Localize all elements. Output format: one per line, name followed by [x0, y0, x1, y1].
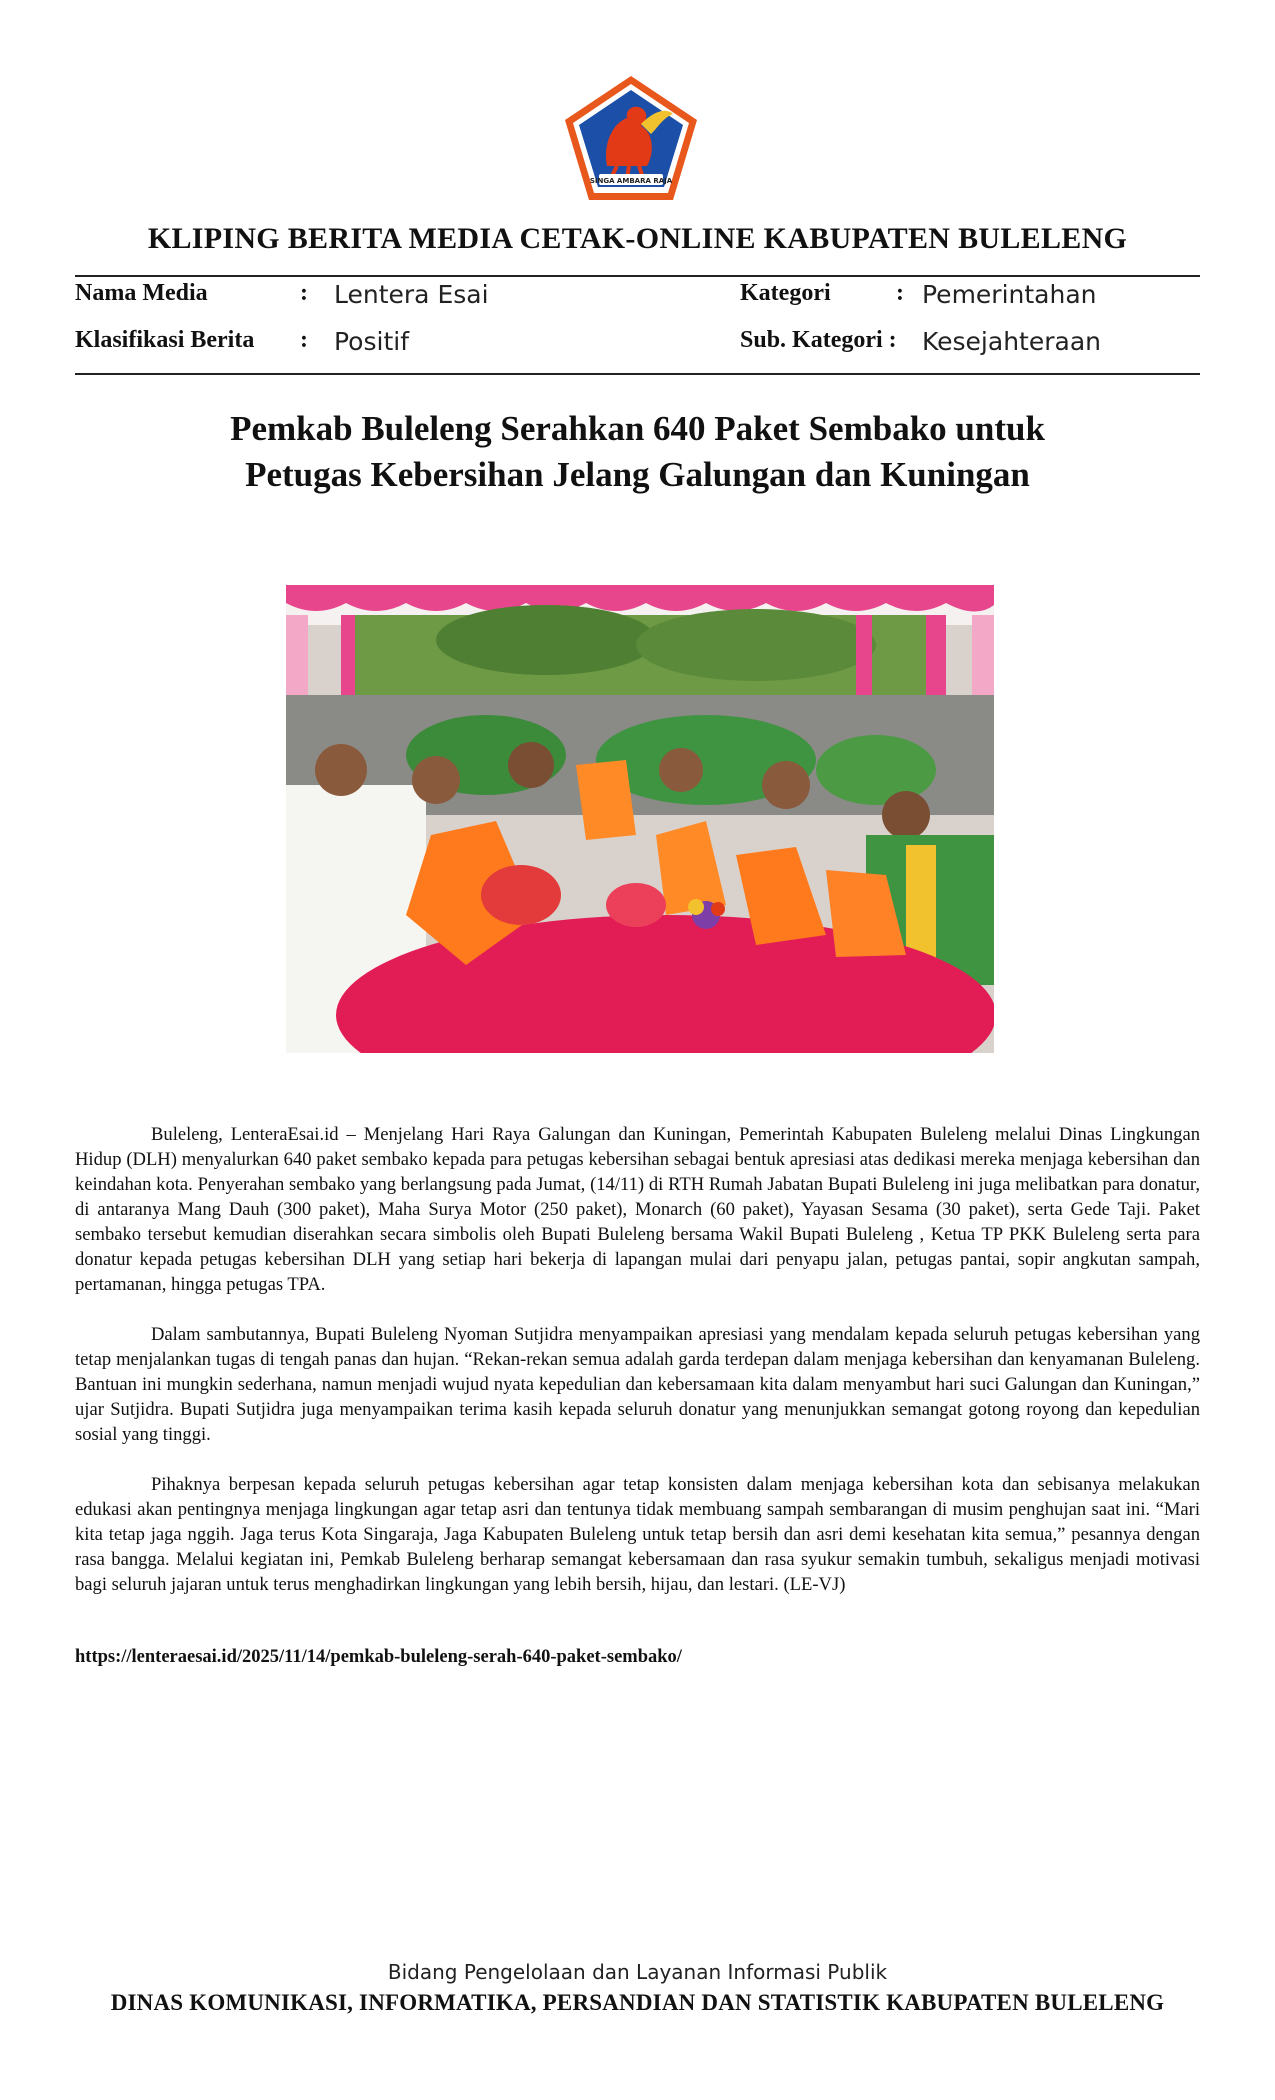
- kategori-value: Pemerintahan: [922, 280, 1097, 309]
- subkategori-label: Sub. Kategori :: [740, 327, 897, 353]
- media-separator: :: [300, 280, 308, 306]
- article-paragraph-1: Buleleng, LenteraEsai.id – Menjelang Hari Raya Galungan dan Kuningan, Pemerintah Kabupaten Buleleng melalui Dinas Lingkungan Hidup (DLH) menyalurkan 640 paket sembako kepada para petugas kebersihan sebagai bentuk apresiasi atas dedikasi mereka menjaga kebersihan dan keindahan kota. Penyerahan sembako yang berlangsung pada Jumat, (14/11) di RTH Rumah Jabatan Bupati Buleleng ini juga melibatkan para donatur, di antaranya Mang Dauh (300 paket), Maha Surya Motor (250 paket), Monarch (60 paket), Yayasan Sesama (30 paket), serta Gede Taji. Paket sembako tersebut kemudian diserahkan secara simbolis oleh Bupati Buleleng bersama Wakil Bupati Buleleng , Ketua TP PKK Buleleng serta para donatur kepada petugas kebersihan DLH yang setiap hari bekerja di lapangan mulai dari penyapu jalan, petugas pantai, sopir angkutan sampah, pertamanan, hingga petugas TPA.: [75, 1124, 1200, 1295]
- meta-row-2: [75, 327, 1200, 367]
- article-headline: [100, 406, 1175, 498]
- headline-line-1: Pemkab Buleleng Serahkan 640 Paket Sembako untuk: [230, 409, 1045, 448]
- headline-line-2: Petugas Kebersihan Jelang Galungan dan Kuningan: [245, 455, 1030, 494]
- footer-agency: DINAS KOMUNIKASI, INFORMATIKA, PERSANDIAN DAN STATISTIK KABUPATEN BULELENG: [110, 1990, 1165, 2015]
- footer-department: Bidang Pengelolaan dan Layanan Informasi Publik: [387, 1960, 888, 1984]
- klasifikasi-value: Positif: [334, 327, 409, 356]
- bottom-divider: [75, 373, 1200, 375]
- clipping-title: KLIPING BERITA MEDIA CETAK-ONLINE KABUPATEN BULELENG: [147, 222, 1128, 255]
- regency-logo: [563, 74, 699, 202]
- source-url[interactable]: https://lenteraesai.id/2025/11/14/pemkab-buleleng-serah-640-paket-sembako/: [75, 1647, 682, 1667]
- media-value: Lentera Esai: [334, 280, 489, 309]
- media-label: Nama Media: [75, 280, 208, 306]
- klasifikasi-label: Klasifikasi Berita: [75, 327, 255, 353]
- article-body: [75, 1122, 1200, 1622]
- kategori-label: Kategori: [740, 280, 831, 306]
- klasifikasi-separator: :: [300, 327, 308, 353]
- kategori-separator: :: [896, 280, 904, 306]
- article-photo: [286, 585, 994, 1053]
- top-divider: [75, 275, 1200, 277]
- meta-row-1: [75, 280, 1200, 320]
- article-paragraph-3: Pihaknya berpesan kepada seluruh petugas kebersihan agar tetap konsisten dalam menjaga kebersihan kota dan sebisanya melakukan edukasi akan pentingnya menjaga lingkungan agar tetap asri dan tentunya tidak membuang sampah sembarangan di musim penghujan saat ini. “Mari kita tetap jaga nggih. Jaga terus Kota Singaraja, Jaga Kabupaten Buleleng untuk tetap bersih dan asri demi kesehatan kita semua,” pesannya dengan rasa bangga. Melalui kegiatan ini, Pemkab Buleleng berharap semangat kebersamaan dan rasa syukur semakin tumbuh, sekaligus menjadi motivasi bagi seluruh jajaran untuk terus menghadirkan lingkungan yang lebih bersih, hijau, dan lestari. (LE-VJ): [75, 1474, 1200, 1595]
- subkategori-value: Kesejahteraan: [922, 327, 1101, 356]
- article-paragraph-2: Dalam sambutannya, Bupati Buleleng Nyoman Sutjidra menyampaikan apresiasi yang mendalam kepada seluruh petugas kebersihan yang tetap menjalankan tugas di tengah panas dan hujan. “Rekan-rekan semua adalah garda terdepan dalam menjaga kebersihan dan kenyamanan Buleleng. Bantuan ini mungkin sederhana, namun menjadi wujud nyata kepedulian dan kebersamaan kita dalam menyambut hari suci Galungan dan Kuningan,” ujar Sutjidra. Bupati Sutjidra juga menyampaikan terima kasih kepada seluruh donatur yang menunjukkan semangat gotong royong dan kepedulian sosial yang tinggi.: [75, 1324, 1200, 1445]
- logo-motto: SINGA AMBARA RAJA: [589, 177, 673, 185]
